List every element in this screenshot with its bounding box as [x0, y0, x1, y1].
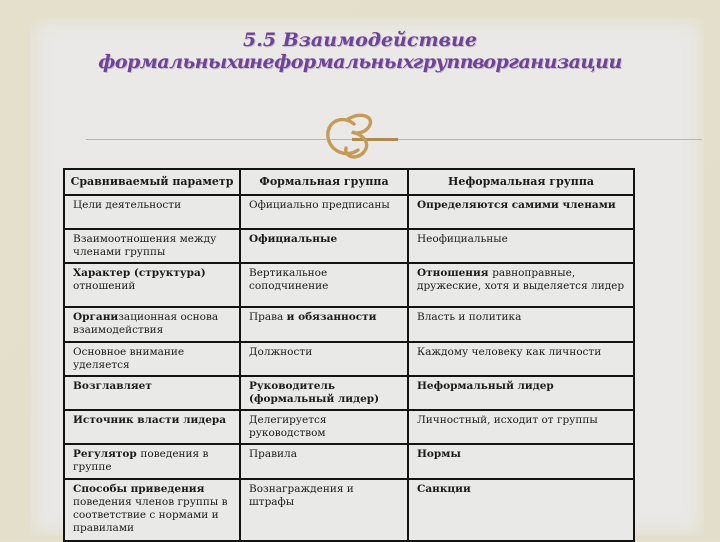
table-cell	[408, 410, 634, 444]
slide-title	[0, 30, 720, 74]
table-header-cell: Формальная группа	[240, 169, 408, 195]
table-cell-text: Отношения	[417, 267, 493, 280]
table-cell	[64, 307, 240, 341]
table-cell-text: и обязанности	[286, 311, 377, 324]
table-header-row	[64, 169, 634, 195]
table-cell	[240, 479, 408, 541]
table-cell	[240, 307, 408, 341]
table-cell-text: Определяются самими членами	[417, 199, 616, 211]
table-cell-text: Официальные	[249, 233, 338, 245]
table-cell-text: поведения членов группы в соответствие с нормами и правилами	[73, 495, 228, 534]
table-cell-text: Каждому человеку как личности	[417, 345, 602, 358]
table-cell-text: Взаимоотношения между членами группы	[73, 233, 217, 259]
table-cell	[64, 342, 240, 376]
table-cell-text: Неофициальные	[417, 233, 508, 245]
table-header-cell: Сравниваемый параметр	[64, 169, 240, 195]
table-cell	[408, 229, 634, 263]
table-row	[64, 342, 634, 376]
table-cell-text: поведения в группе	[73, 448, 209, 474]
table-cell	[64, 195, 240, 229]
table-row	[64, 479, 634, 541]
table-cell	[64, 410, 240, 444]
table-cell-text: Должности	[249, 345, 313, 358]
table-row	[64, 410, 634, 444]
table-cell	[64, 479, 240, 541]
table-cell	[240, 444, 408, 478]
table-cell-text: Права	[249, 311, 287, 324]
table-cell	[408, 376, 634, 410]
table-cell-text: Руководитель (формальный лидер)	[249, 379, 380, 405]
table-row	[64, 229, 634, 263]
table-cell-text: Официально предписаны	[249, 199, 390, 211]
table-cell	[240, 376, 408, 410]
table-cell-text: Характер (структура)	[73, 267, 206, 280]
table-row	[64, 307, 634, 341]
table-cell-text: Способы приведения	[73, 482, 205, 495]
table-cell-text: Источник власти лидера	[73, 414, 227, 426]
table-cell	[240, 229, 408, 263]
table-cell-text: Личностный, исходит от группы	[417, 414, 598, 426]
table-cell	[408, 195, 634, 229]
table-cell-text: Правила	[249, 448, 297, 461]
table-cell	[240, 410, 408, 444]
table-cell	[64, 376, 240, 410]
table-row	[64, 195, 634, 229]
table-cell	[408, 479, 634, 541]
table-cell-text: Цели деятельности	[73, 199, 182, 211]
table-cell	[64, 263, 240, 307]
table-cell-text: Регулятор	[73, 448, 141, 461]
table-header-cell: Неформальная группа	[408, 169, 634, 195]
table-cell-text: Вертикальное соподчинение	[249, 267, 329, 293]
table-cell-text: отношений	[73, 280, 136, 293]
table-cell-text: Неформальный лидер	[417, 379, 554, 392]
table-row	[64, 263, 634, 307]
table-cell-text: Возглавляет	[73, 379, 152, 392]
table-cell-text: Органи	[73, 311, 119, 324]
table-cell-text: Власть и политика	[417, 311, 522, 324]
table-cell	[64, 229, 240, 263]
table-cell	[240, 195, 408, 229]
table-cell-text: Санкции	[417, 482, 471, 495]
table-cell-text: зационная основа взаимодействия	[73, 311, 219, 337]
table-cell	[240, 263, 408, 307]
flourish-ornament-icon	[320, 110, 382, 164]
table-cell	[408, 342, 634, 376]
comparison-table	[63, 168, 635, 542]
table-cell-text: Основное внимание уделяется	[73, 345, 185, 371]
table-row	[64, 444, 634, 478]
table-cell	[408, 444, 634, 478]
table-row	[64, 376, 634, 410]
table-cell	[408, 307, 634, 341]
table-cell-text: Делегируется руководством	[249, 414, 327, 440]
table-cell-text: Вознаграждения и штрафы	[249, 482, 354, 508]
table-cell	[408, 263, 634, 307]
table-cell-text: равноправные, дружеские, хотя и выделяется лидер	[417, 267, 625, 293]
slide-title-line2: формальных и неформальных групп в организации	[98, 50, 622, 73]
slide-title-line1: 5.5 Взаимодействие	[243, 29, 477, 51]
table-cell	[240, 342, 408, 376]
table-cell-text: Нормы	[417, 448, 461, 461]
table-cell	[64, 444, 240, 478]
